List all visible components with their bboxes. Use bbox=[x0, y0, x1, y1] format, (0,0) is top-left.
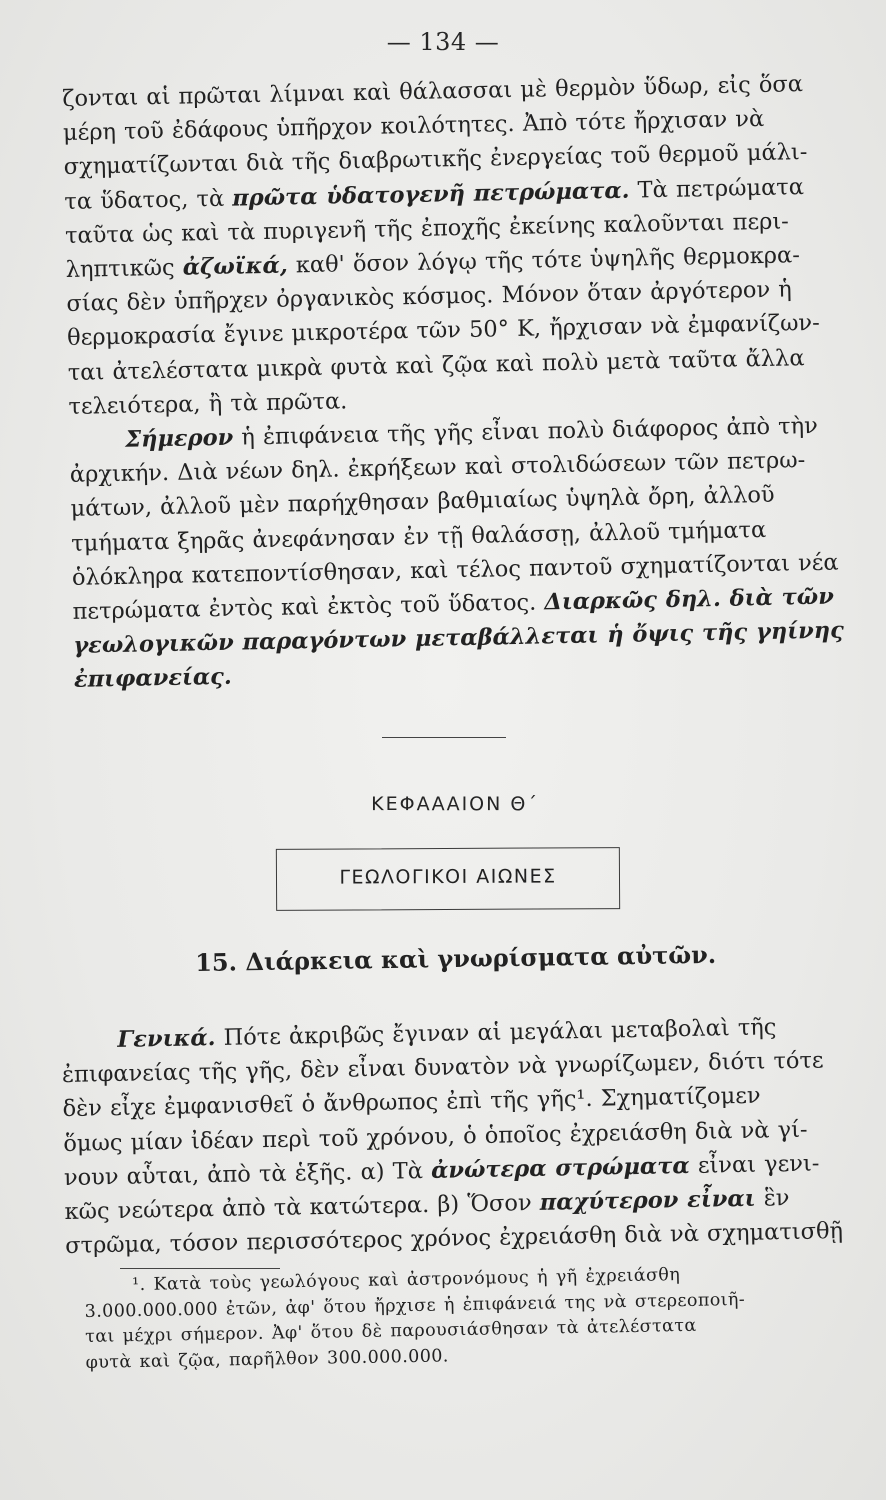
chapter-title-box bbox=[276, 847, 620, 911]
general-paragraph bbox=[61, 1009, 844, 1263]
footnote-line: ται μέχρι σήμερον. Ἀφ' ὅτου δὲ παρουσιάσθησαν τὰ ἀτελέστατα bbox=[84, 1315, 697, 1347]
text-line: τμήματα ξηρᾶς ἀνεφάνησαν ἐν τῇ θαλάσσῃ, ἀλλοῦ τμήματα bbox=[71, 516, 767, 557]
emphasized-text: ἀζωϊκά, bbox=[182, 252, 288, 281]
text-line: μέρη τοῦ ἐδάφους ὑπῆρχον κοιλότητες. Ἀπὸ τότε ἤρχισαν νὰ bbox=[62, 106, 765, 147]
text-line: δὲν εἶχε ἐμφανισθεῖ ὁ ἄνθρωπος ἐπὶ τῆς γῆς¹. Σχηματίζομεν bbox=[62, 1082, 761, 1123]
text-line: μάτων, ἀλλοῦ μὲν παρήχθησαν βαθμιαίως ὑψηλὰ ὄρη, ἀλλοῦ bbox=[70, 482, 775, 523]
text-line: Γενικά. Πότε ἀκριβῶς ἔγιναν αἱ μεγάλαι μεταβολαὶ τῆς bbox=[117, 1014, 777, 1053]
section-divider bbox=[382, 737, 506, 738]
text-line: ταῦτα ὡς καὶ τὰ πυριγενῆ τῆς ἐποχῆς ἐκείνης καλοῦνται περι- bbox=[64, 208, 789, 249]
footnote bbox=[84, 1260, 846, 1376]
text-line: κῶς νεώτερα ἀπὸ τὰ κατώτερα. β) Ὅσον παχύτερον εἶναι ἓν bbox=[64, 1185, 790, 1225]
emphasized-text: πρῶτα ὑδατογενῆ πετρώματα. bbox=[232, 177, 630, 212]
chapter-title: ΓΕΩΛΟΓΙΚΟΙ ΑΙΩΝΕΣ bbox=[339, 865, 557, 889]
text-line: θερμοκρασία ἔγινε μικροτέρα τῶν 50° Κ, ἤρχισαν νὰ ἐμφανίζων- bbox=[66, 310, 820, 352]
intro-paragraph bbox=[62, 67, 829, 424]
emphasized-text: ἐπιφανείας. bbox=[73, 664, 232, 694]
text-line: ὅμως μίαν ἰδέαν περὶ τοῦ χρόνου, ὁ ὁποῖος ἐχρειάσθη διὰ νὰ γί- bbox=[63, 1116, 808, 1157]
text-line: σχηματίζωνται διὰ τῆς διαβρωτικῆς ἐνεργείας τοῦ θερμοῦ μάλι- bbox=[63, 139, 808, 181]
text-line: ζονται αἱ πρῶται λίμναι καὶ θάλασσαι μὲ θερμὸν ὕδωρ, εἰς ὅσα bbox=[62, 71, 804, 112]
text-line: σίας δὲν ὑπῆρχεν ὀργανικὸς κόσμος. Μόνον ὅταν ἀργότερον ἡ bbox=[66, 276, 793, 318]
emphasized-text: Γενικά. bbox=[117, 1025, 216, 1053]
footnote-line: ¹. Κατὰ τοὺς γεωλόγους καὶ ἀστρονόμους ἡ γῆ ἐχρειάσθη bbox=[132, 1265, 681, 1296]
emphasized-text: ἀνώτερα στρώματα bbox=[430, 1152, 690, 1184]
text-line: στρῶμα, τόσον περισσότερος χρόνος ἐχρειάσθη διὰ νὰ σχηματισθῇ bbox=[65, 1218, 844, 1260]
page-number: — 134 — bbox=[386, 28, 500, 56]
text-line: ὁλόκληρα κατεποντίσθησαν, καὶ τέλος παντοῦ σχηματίζονται νέα bbox=[71, 549, 839, 591]
emphasized-text: παχύτερον εἶναι bbox=[539, 1185, 756, 1216]
text-line: Σήμερον ἡ ἐπιφάνεια τῆς γῆς εἶναι πολὺ διάφορος ἀπὸ τὴν bbox=[124, 412, 819, 453]
emphasized-text: Σήμερον bbox=[124, 424, 234, 453]
today-paragraph bbox=[69, 409, 845, 698]
body-text bbox=[62, 67, 845, 698]
text-line: νουν αὗται, ἀπὸ τὰ ἑξῆς. α) Τὰ ἀνώτερα στρώματα εἶναι γενι- bbox=[63, 1150, 820, 1191]
text-line: πετρώματα ἐντὸς καὶ ἐκτὸς τοῦ ὕδατος. Διαρκῶς δηλ. διὰ τῶν bbox=[72, 583, 835, 625]
footnote-rule bbox=[120, 1268, 280, 1269]
text-line: τα ὕδατος, τὰ πρῶτα ὑδατογενῆ πετρώματα. Τὰ πετρώματα bbox=[64, 173, 805, 215]
text-line: ται ἀτελέστατα μικρὰ φυτὰ καὶ ζῷα καὶ πολὺ μετὰ ταῦτα ἄλλα bbox=[67, 344, 805, 386]
footnote-line: 3.000.000.000 ἐτῶν, ἀφ' ὅτου ἤρχισε ἡ ἐπιφάνειά της νὰ στερεοποιῆ- bbox=[84, 1289, 746, 1322]
chapter-label: ΚΕΦΑΑΑΙΟΝ Θ΄ bbox=[371, 793, 539, 815]
footnote-line: φυτὰ καὶ ζῷα, παρῆλθον 300.000.000. bbox=[85, 1345, 449, 1373]
emphasized-text: Διαρκῶς δηλ. διὰ τῶν bbox=[544, 583, 835, 616]
emphasized-text: γεωλογικῶν παραγόντων μεταβάλλεται ἡ ὄψις τῆς γηίνης bbox=[73, 617, 845, 660]
section-heading: 15. Διάρκεια καὶ γνωρίσματα αὐτῶν. bbox=[195, 939, 717, 977]
text-line: ἀρχικήν. Διὰ νέων δηλ. ἐκρήξεων καὶ στολιδώσεων τῶν πετρω- bbox=[69, 447, 806, 489]
text-line: ληπτικῶς ἀζωϊκά, καθ' ὅσον λόγῳ τῆς τότε ὑψηλῆς θερμοκρα- bbox=[65, 242, 801, 283]
text-line: ἐπιφανείας τῆς γῆς, δὲν εἶναι δυνατὸν νὰ γνωρίζωμεν, διότι τότε bbox=[61, 1047, 824, 1089]
text-line: τελειότερα, ἢ τὰ πρῶτα. bbox=[68, 388, 348, 420]
